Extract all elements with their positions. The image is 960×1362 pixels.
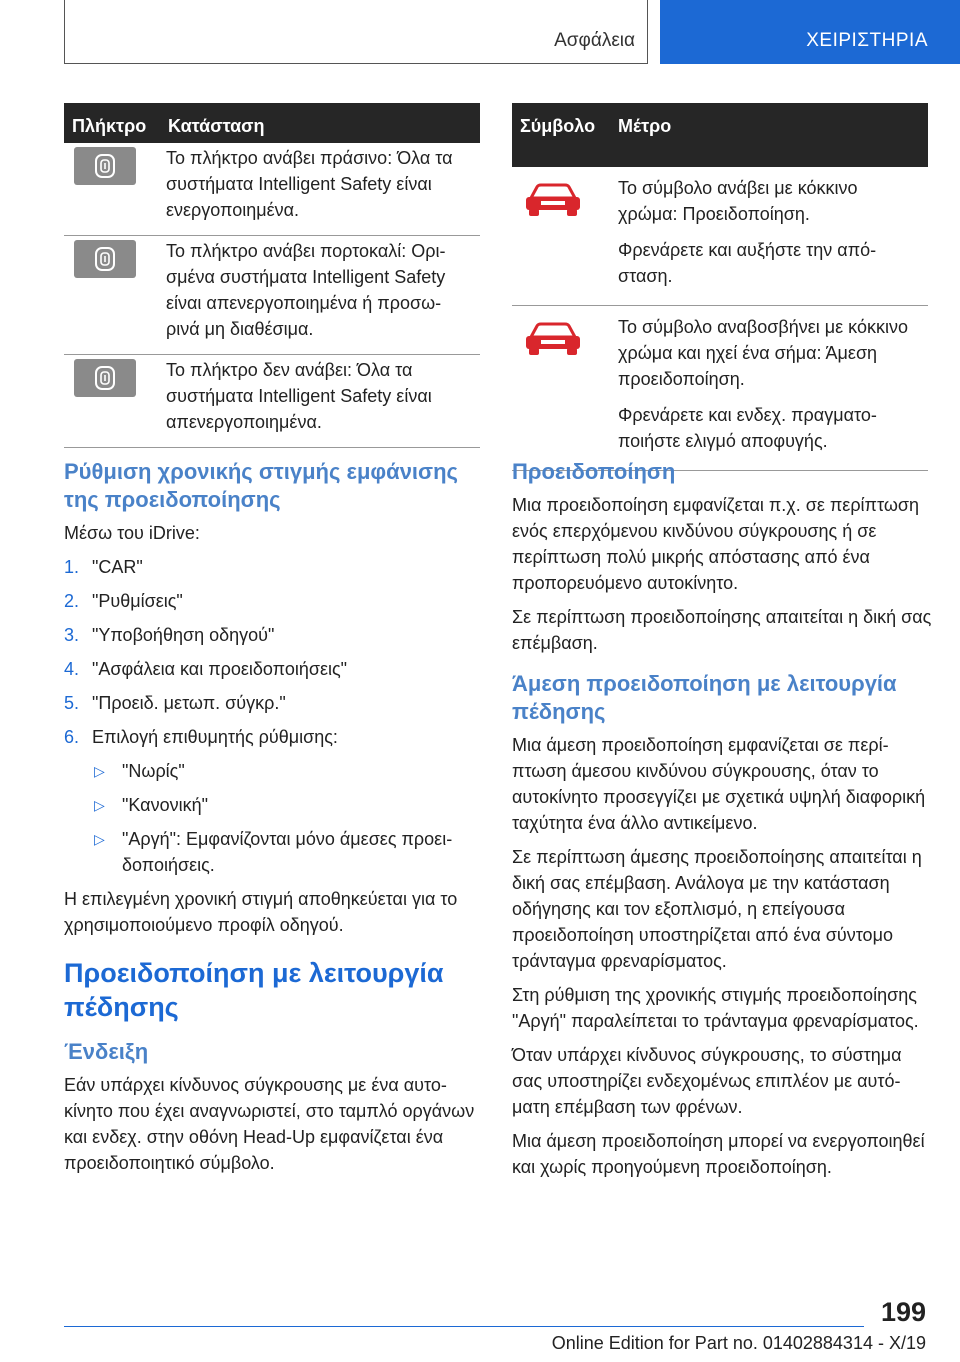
step-text: "Ασφάλεια και προειδοποιήσεις" (92, 659, 348, 679)
red-car-warning-icon (523, 182, 583, 218)
note-text: Η επιλεγμένη χρονική στιγμή αποθηκεύεται για το χρησιμοποιούμενο προφίλ οδηγού. (64, 889, 458, 935)
list-item (64, 792, 484, 818)
step-text: "Υποβοήθηση οδηγού" (92, 625, 275, 645)
step-number: 1. (64, 557, 80, 577)
table-row (64, 355, 480, 448)
table-cell-status: Το πλήκτρο ανάβει πράσινο: Όλα τα συστήματα Intelligent Safety είναι ενεργοποιημένα. (160, 143, 480, 236)
symbol-action-table (512, 103, 928, 471)
option-text: "Νωρίς" (122, 761, 185, 781)
step-number: 4. (64, 659, 80, 679)
table-header-status: Κατάσταση (160, 103, 480, 143)
table-row (512, 306, 928, 471)
section-heading-warning: Προειδοποίηση (512, 459, 676, 484)
triangle-bullet-icon: ▷ (94, 797, 105, 813)
intelligent-safety-key-icon (74, 240, 136, 278)
step-number: 5. (64, 693, 80, 713)
table-cell-action: Φρενάρετε και αυξήστε την απόσταση. (618, 240, 877, 286)
table-cell-status: Το πλήκτρο δεν ανάβει: Όλα τα συστήματα Intelligent Safety είναι απενεργοποιημένα. (160, 355, 480, 448)
list-item (64, 554, 484, 580)
table-row (64, 143, 480, 236)
option-text: "Κανονική" (122, 795, 208, 815)
paragraph: Μια άμεση προειδοποίηση μπορεί να ενεργοποιηθεί και χωρίς προηγούμενη προειδοποίηση. (512, 1131, 925, 1177)
list-item (64, 622, 484, 648)
triangle-bullet-icon: ▷ (94, 763, 105, 779)
paragraph: Στη ρύθμιση της χρονικής στιγμής προειδοποίησης "Αργή" παραλείπεται το τράνταγμα φρεναρίσματος. (512, 985, 919, 1031)
step-number: 3. (64, 625, 80, 645)
list-item (64, 724, 484, 750)
indication-text: Εάν υπάρχει κίνδυνος σύγκρουσης με ένα αυτοκίνητο που έχει αναγνωριστεί, στο ταμπλό οργάνων και ενδεχ. στην οθόνη Head-Up εμφανίζεται ένα προειδοποιητικό σύμβολο. (64, 1075, 475, 1173)
key-status-table (64, 103, 480, 448)
subheading-indication: Ένδειξη (64, 1039, 149, 1064)
list-item (64, 588, 484, 614)
option-text: "Αργή": Εμφανίζονται μόνο άμεσες προειδοποιήσεις. (122, 829, 453, 875)
table-header-symbol: Σύμβολο (512, 103, 610, 167)
table-row (64, 236, 480, 355)
step-text: "CAR" (92, 557, 143, 577)
footer-divider (64, 1326, 864, 1327)
section-title: Ασφάλεια (554, 30, 635, 51)
table-header-action: Μέτρο (610, 103, 928, 167)
table-cell-action: Φρενάρετε και ενδεχ. πραγματοποιήστε ελιγμό αποφυγής. (618, 405, 877, 451)
table-cell-action: Το σύμβολο αναβοσβήνει με κόκκινο χρώμα και ηχεί ένα σήμα: Άμεση προειδοποίηση. (618, 317, 908, 389)
step-text: "Ρυθμίσεις" (92, 591, 183, 611)
table-row (512, 167, 928, 306)
section-heading-braking-warning: Προειδοποίηση με λειτουργία πέδησης (64, 958, 444, 1022)
list-item (64, 826, 484, 878)
intelligent-safety-key-icon (74, 359, 136, 397)
red-car-warning-icon (523, 321, 583, 357)
timing-options-list (64, 758, 484, 878)
step-text: Επιλογή επιθυμητής ρύθμισης: (92, 727, 338, 747)
paragraph: Σε περίπτωση άμεσης προειδοποίησης απαιτείται η δική σας επέμβαση. Ανάλογα με την κατάσταση οδήγησης και τον εξοπλισμό, η επείγουσα προειδοποίηση υποστηρίζεται από ένα σύντομο τράνταγμα φρεναρίσματος. (512, 847, 922, 971)
paragraph: Μια άμεση προειδοποίηση εμφανίζεται σε περίπτωση άμεσου κινδύνου σύγκρουσης, όταν το αυτοκίνητο προσεγγίζει με σχετικά υψηλή διαφορική ταχύτητα ένα άλλο αντικείμενο. (512, 735, 926, 833)
section-heading-warning-time: Ρύθμιση χρονικής στιγμής εμφάνισης της προειδοποίησης (64, 459, 458, 512)
intro-text: Μέσω του iDrive: (64, 523, 200, 543)
right-column (512, 458, 932, 1188)
list-item (64, 758, 484, 784)
paragraph: Μια προειδοποίηση εμφανίζεται π.χ. σε περίπτωση ενός επερχόμενου κινδύνου σύγκρουσης ή σε περίπτωση πολύ μικρής απόστασης από ένα προπορευόμενο αυτοκίνητο. (512, 495, 920, 593)
step-text: "Προειδ. μετωπ. σύγκρ." (92, 693, 286, 713)
step-number: 6. (64, 727, 80, 747)
chapter-title: ΧΕΙΡΙΣΤΗΡΙΑ (806, 30, 928, 51)
settings-steps-list (64, 554, 484, 750)
intelligent-safety-key-icon (74, 147, 136, 185)
page-number: 199 (880, 1297, 926, 1327)
table-header-key: Πλήκτρο (64, 103, 160, 143)
header-chapter-box (660, 0, 960, 64)
paragraph: Όταν υπάρχει κίνδυνος σύγκρουσης, το σύστημα σας υποστηρίζει ενδεχομένως επιπλέον με αυτόματη επέμβαση των φρένων. (512, 1045, 902, 1117)
left-column (64, 458, 484, 1184)
step-number: 2. (64, 591, 80, 611)
list-item (64, 656, 484, 682)
table-cell-action: Το σύμβολο ανάβει με κόκκινο χρώμα: Προειδοποίηση. (618, 178, 858, 224)
list-item (64, 690, 484, 716)
footer-edition: Online Edition for Part no. 01402884314 - X/19 (551, 1333, 926, 1353)
table-cell-status: Το πλήκτρο ανάβει πορτοκαλί: Ορισμένα συστήματα Intelligent Safety είναι απενεργοποιημένα ή προσωρινά μη διαθέσιμα. (160, 236, 480, 355)
triangle-bullet-icon: ▷ (94, 831, 105, 847)
header-section-box (64, 0, 648, 64)
paragraph: Σε περίπτωση προειδοποίησης απαιτείται η δική σας επέμβαση. (512, 607, 932, 653)
section-heading-acute-warning: Άμεση προειδοποίηση με λειτουργία πέδησης (512, 671, 897, 724)
